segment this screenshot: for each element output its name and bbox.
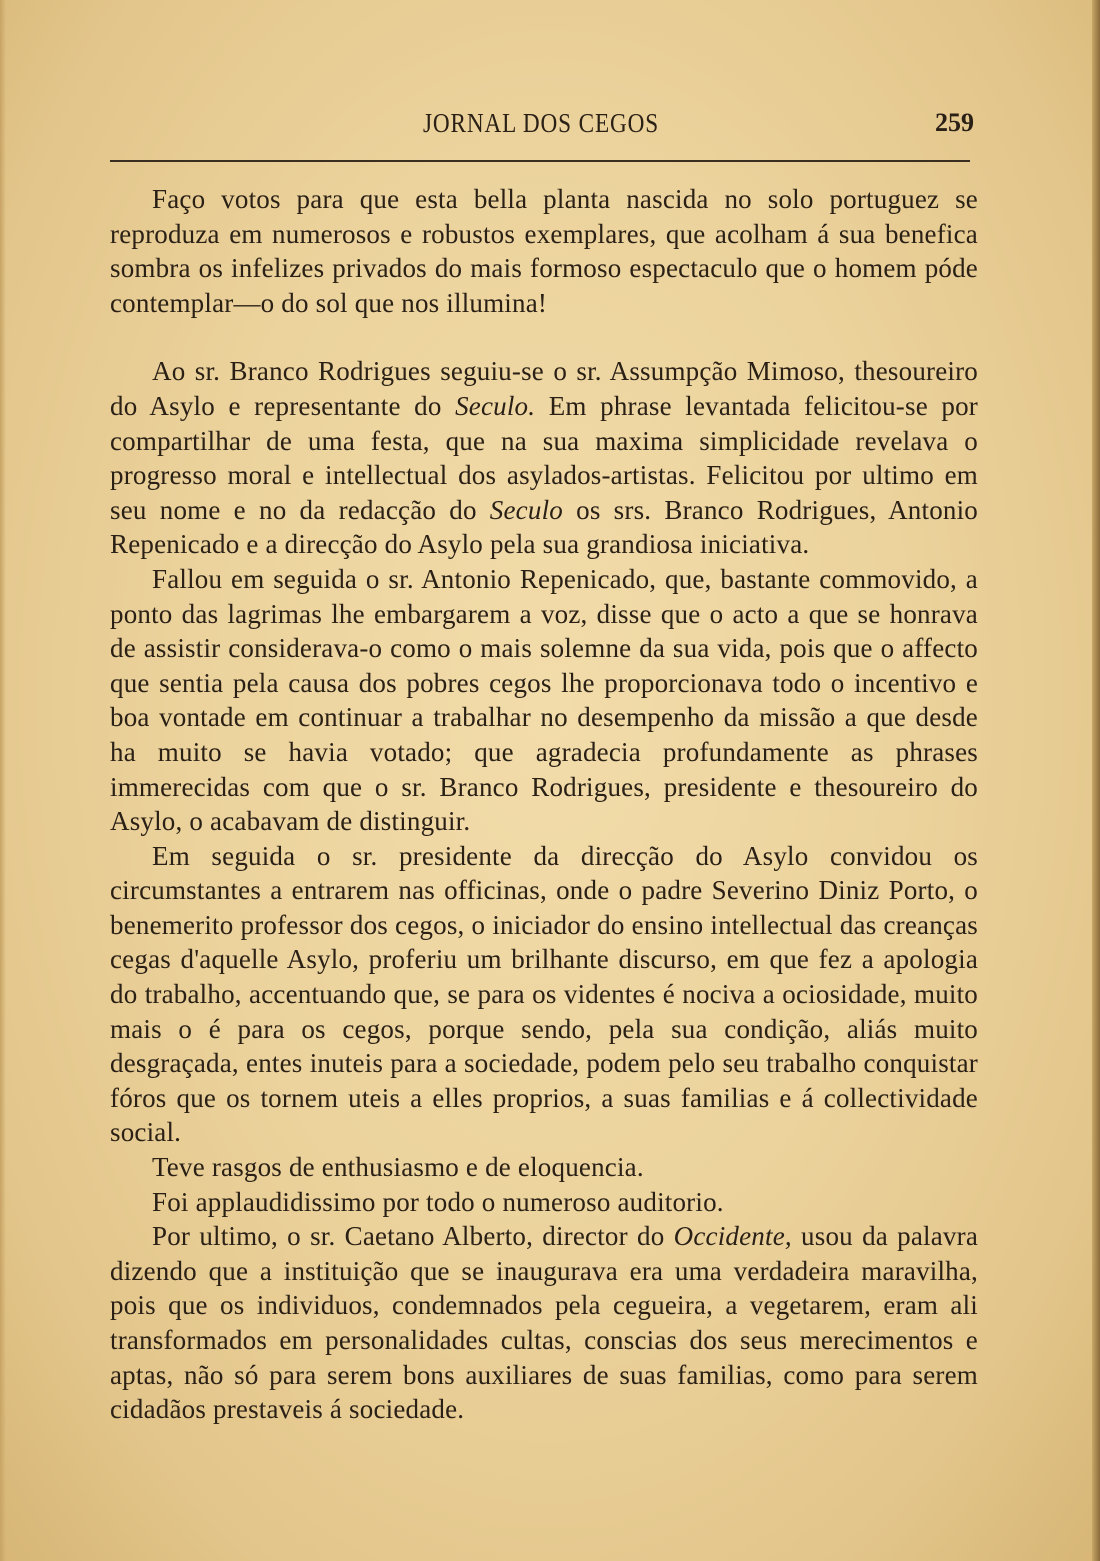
paragraph-text: Em phrase levantada felicitou-se por compartilhar de uma festa, que na sua maxima simplicidade revelava o progresso moral e intellectual dos asylados-artistas. Felicitou por ultimo em seu nome e no da redacção do <box>110 390 978 525</box>
header-rule <box>110 160 970 162</box>
italic-text: Seculo <box>489 494 563 525</box>
paragraph-text: Faço votos para que esta bella planta nascida no solo portuguez se reproduza em numerosos e robustos exemplares, que acolham á sua benefica sombra os infelizes privados do mais formoso espectaculo que o homem póde contemplar—o do sol que nos illumina! <box>110 184 978 318</box>
paragraph-text: Ao sr. Branco Rodrigues seguiu-se o sr. Assumpção Mimoso, thesoureiro do Asylo e representante do <box>110 356 978 421</box>
page-edge-right <box>1092 0 1100 1561</box>
paragraph <box>110 839 978 1150</box>
running-title: JORNAL DOS CEGOS <box>422 108 660 138</box>
paragraph <box>110 354 978 562</box>
paragraph-text: Em seguida o sr. presidente da direcção do Asylo convidou os circumstantes a entrarem nas officinas, onde o padre Severino Diniz Porto, o benemerito professor dos cegos, o iniciador do ensino intellectual das creanças cegas d'aquelle Asylo, proferiu um brilhante discurso, em que fez a apologia do trabalho, accentuando que, se para os videntes é nociva a ociosidade, muito mais o é para os cegos, porque sendo, pela sua condição, aliás muito desgraçada, entes inuteis para a sociedade, podem pelo seu trabalho conquistar fóros que os tornem uteis a elles proprios, a suas familias e á collectividade social. <box>110 840 978 1148</box>
paragraph <box>110 182 978 320</box>
page-number: 259 <box>935 108 974 137</box>
body-text <box>110 182 978 1427</box>
paragraph-text: os srs. Branco Rodrigues, Antonio Repenicado e a direcção do Asylo pela sua grandiosa iniciativa. <box>110 494 978 560</box>
italic-text: Seculo. <box>455 390 536 421</box>
paragraph-text: Fallou em seguida o sr. Antonio Repenicado, que, bastante commovido, a ponto das lagrimas lhe embargarem a voz, disse que o acto a que se honrava de assistir considerava-o como o mais solemne da sua vida, pois que o affecto que sentia pela causa dos pobres cegos lhe proporcionava todo o incentivo e boa vontade em continuar a trabalhar no desempenho da missão a que desde ha muito se havia votado; que agradecia profundamente as phrases immerecidas com que o sr. Branco Rodrigues, presidente e thesoureiro do Asylo, o acabavam de distinguir. <box>110 563 978 837</box>
paragraph <box>110 1219 978 1427</box>
paragraph <box>110 1185 978 1220</box>
paragraph <box>110 562 978 839</box>
running-header <box>108 108 974 144</box>
paragraph-text: usou da palavra dizendo que a instituição que se inaugurava era uma verdadeira maravilha, pois que os individuos, condemnados pela cegueira, a vegetarem, eram ali transformados em personalidades cultas, conscias dos seus merecimentos e aptas, não só para serem bons auxiliares de suas familias, como para serem cidadãos prestaveis á sociedade. <box>110 1221 979 1425</box>
page-edge-left <box>0 0 6 1561</box>
paragraph-text: Teve rasgos de enthusiasmo e de eloquencia. <box>152 1152 644 1183</box>
paragraph <box>110 1150 978 1185</box>
paragraph-text: Por ultimo, o sr. Caetano Alberto, director do <box>152 1221 674 1252</box>
italic-text: Occidente, <box>673 1221 792 1252</box>
paragraph-text: Foi applaudidissimo por todo o numeroso auditorio. <box>152 1186 724 1217</box>
